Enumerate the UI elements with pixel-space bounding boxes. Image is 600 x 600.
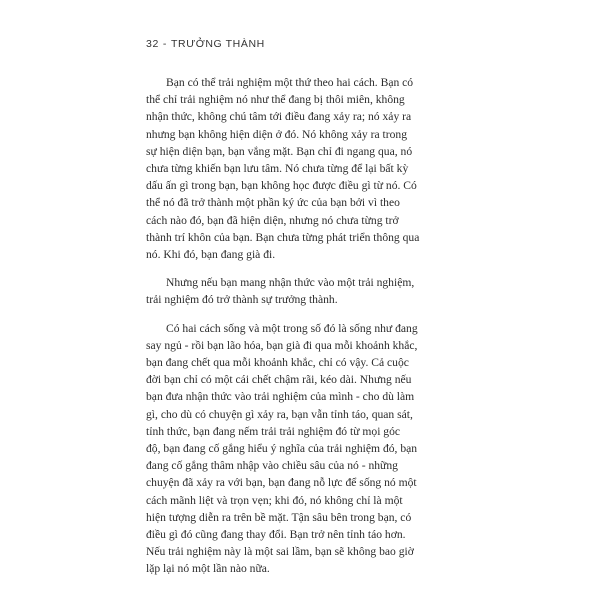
text-line: tỉnh thức, bạn đang nếm trải trải nghiệm đó từ mọi góc	[146, 424, 401, 438]
text-line: lặp lại nó một lần nào nữa.	[146, 562, 270, 576]
text-line: trải nghiệm đó trở thành sự trưởng thành.	[146, 293, 338, 307]
text-line: Nhưng nếu bạn mang nhận thức vào một trải nghiệm,	[166, 276, 415, 290]
text-line: thể chỉ trải nghiệm nó như thể đang bị thôi miên, không	[146, 93, 405, 107]
body-text	[146, 74, 456, 589]
text-line: bạn đang chết qua mỗi khoảnh khắc, chỉ có vậy. Cả cuộc	[146, 356, 409, 370]
book-title: TRƯỞNG THÀNH	[171, 38, 265, 50]
paragraph	[146, 274, 456, 308]
text-line: Nếu trải nghiệm này là một sai lầm, bạn sẽ không bao giờ	[146, 545, 414, 559]
text-line: bạn đưa nhận thức vào trải nghiệm của mình - cho dù làm	[146, 390, 415, 404]
text-line: dấu ấn gì trong bạn, bạn không học được điều gì từ nó. Có	[146, 179, 417, 193]
text-line: Có hai cách sống và một trong số đó là sống như đang	[166, 321, 418, 335]
text-line: nhận thức, không chú tâm tới điều đang xảy ra; nó xảy ra	[146, 110, 412, 124]
text-line: Bạn có thể trải nghiệm một thứ theo hai cách. Bạn có	[166, 76, 414, 89]
header-separator: -	[162, 38, 167, 50]
text-line: chưa từng khiến bạn lưu tâm. Nó chưa từng để lại bất kỳ	[146, 162, 409, 176]
paragraph	[146, 74, 456, 263]
text-line: say ngủ - rồi bạn lão hóa, bạn già đi qua mỗi khoảnh khắc,	[146, 338, 418, 352]
paragraph	[146, 320, 456, 578]
text-line: nó. Khi đó, bạn đang già đi.	[146, 248, 276, 262]
page-number: 32	[146, 38, 159, 50]
text-line: chuyện đã xảy ra với bạn, bạn đang nỗ lực để sống nó một	[146, 476, 417, 490]
text-line: hiện tượng diễn ra trên bề mặt. Tận sâu bên trong bạn, có	[146, 510, 412, 524]
text-line: điều gì đó cũng đang thay đổi. Bạn trở nên tỉnh táo hơn.	[146, 528, 406, 542]
text-line: cách nào đó, bạn đã hiện diện, nhưng nó chưa từng trở	[146, 213, 399, 227]
text-line: đời bạn chỉ có một cái chết chậm rãi, kéo dài. Nhưng nếu	[146, 373, 412, 387]
text-line: sự hiện diện bạn, bạn vắng mặt. Bạn chỉ đi ngang qua, nó	[146, 144, 413, 158]
text-line: đang cố gắng thâm nhập vào chiều sâu của nó - những	[146, 459, 398, 473]
text-line: độ, bạn đang cố gắng hiểu ý nghĩa của trải nghiệm đó, bạn	[146, 442, 418, 456]
running-head	[146, 38, 265, 50]
text-line: cách mãnh liệt và trọn vẹn; khi đó, nó không chỉ là một	[146, 493, 403, 507]
text-line: gì, cho dù có chuyện gì xảy ra, bạn vẫn tỉnh táo, quan sát,	[146, 407, 413, 421]
text-line: nhưng bạn không hiện diện ở đó. Nó không xảy ra trong	[146, 127, 407, 141]
text-line: thành trí khôn của bạn. Bạn chưa từng phát triển thông qua	[146, 230, 420, 244]
text-line: thể nó đã trở thành một phần ký ức của bạn bởi vì theo	[146, 196, 400, 210]
